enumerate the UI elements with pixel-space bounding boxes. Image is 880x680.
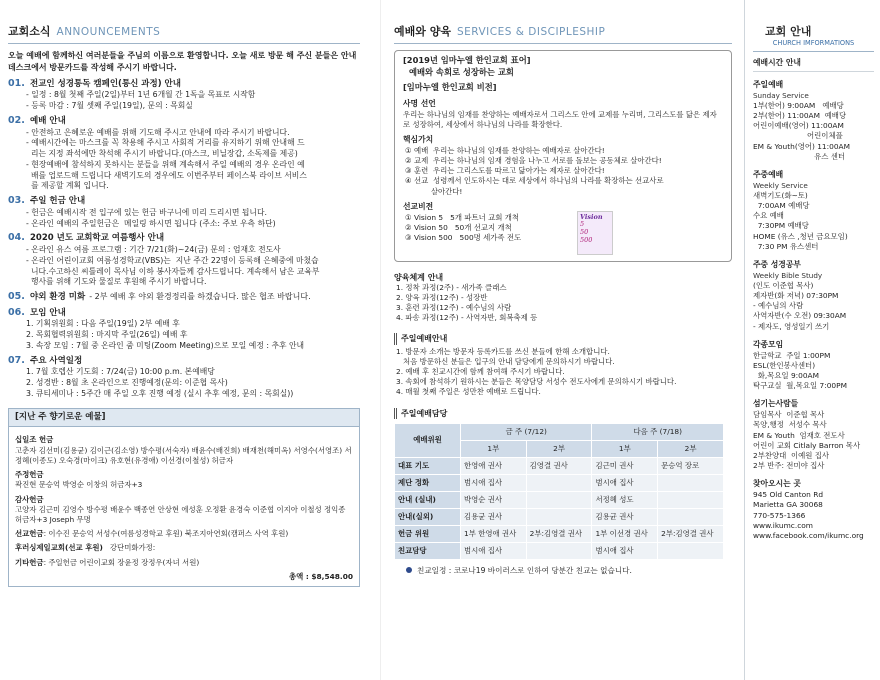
duty-row [395,542,724,559]
training-line: 4. 파송 과정(12주) - 사역자반, 회복축제 등 [396,313,538,323]
info-weekly-line: 수요 예배 [753,211,784,221]
duty-cell: 김용균 권사 [461,508,527,525]
announcement-number: 01. [8,77,25,89]
info-location-line: Marietta GA 30068 [753,500,823,510]
worship-guide-line: 4. 매월 첫째 주일은 성만찬 예배로 드립니다. [396,387,541,397]
offering-total: 총액 : $8,548.00 [289,571,353,581]
duty-cell: 2부:김영결 권사 [658,525,724,542]
duty-cell: 문승억 장로 [658,457,724,474]
duty-cell [526,474,592,491]
info-staff-label: 섬기는사람들 [753,399,799,409]
duty-cell [658,542,724,559]
services-header [394,8,732,44]
offering-label-text: 기타헌금 [15,557,44,567]
duty-cell: 김용균 권사 [592,508,658,525]
duty-cell: 2부:김영결 권사 [526,525,592,542]
duty-row [395,457,724,474]
announcement-head [8,77,360,91]
info-bible-line: - 예수님의 사람 [753,301,804,311]
info-bible-en: Weekly Bible Study [753,270,823,280]
info-weekly-line: 7:30PM 예배당 [753,221,809,231]
vision-label: [임마누엘 한인교회 비전] [403,82,497,93]
info-staff-line: 어린이 교회 Citlaly Barron 목사 [753,440,861,450]
info-column [744,0,880,680]
info-small-line: 한글학교 주일 1:00PM [753,350,831,360]
info-bible-label: 주중 성경공부 [753,260,801,270]
info-small-label: 각종모임 [753,339,784,349]
duty-body [395,457,724,559]
info-weekly-line: 7:00AM 예배당 [753,200,810,210]
duty-cell [526,542,592,559]
offering-group-label [15,495,353,505]
training-title: 양육체계 안내 [394,272,444,282]
announcement-line: 2. 성경반 : 8월 초 온라인으로 진행예정(문의: 이준협 목사) [26,378,228,388]
announcement-title: 주요 사역일정 [30,355,83,366]
duty-row [395,474,724,491]
duty-cell: 범시애 집사 [592,474,658,491]
mission-text: 우리는 하나님의 임재를 찬양하는 예배자로서 그리스도 안에 교제를 누리며, 그리스도를 닮은 제자로 성장하여, 세상에서 하나님의 나라를 확장한다. [403,109,717,129]
announcement-number: 05. [8,291,25,303]
announcement-title: 야외 환경 미화 [30,292,86,303]
duty-corner: 예배위원 [395,423,461,457]
core-value-line: ② 교제 우리는 하나님의 임재 경험을 나누고 서로를 돌보는 공동체로 살아간다! [405,155,662,165]
announcement-body [8,245,360,288]
offering-label-text: 선교헌금 [15,529,44,539]
announcement-line: 배를 업로드해 드립니다 새벽기도의 경우에도 이번주부터 페이스북 라이브 서비스 [26,170,307,180]
info-bible-line: - 제자도, 영성일기 쓰기 [753,321,830,331]
announcement-item [8,306,360,352]
info-weekly-line: 새벽기도(화~토) [753,190,808,200]
core-values-label: 핵심가치 [403,134,434,144]
duty-cell: 서정혜 성도 [592,491,658,508]
offering-label-text: 후러싱제일교회(선교 후원) [15,543,103,553]
offering-inline-text: : 이수진 문승억 서성수(여름성경학교 후원) 북조지아연회(캠퍼스 사역 후원) [43,529,289,539]
motto: 예배와 속회로 성장하는 교회 [409,66,514,77]
training-line: 3. 훈련 과정(12주) - 예수님의 사람 [396,303,512,313]
announcement-head [8,306,360,320]
offering-label-text: 주정헌금 [15,470,44,480]
offering-group-label [15,543,353,553]
offering-label-text: 십일조 헌금 [15,435,54,445]
worship-guide-line: 2. 예배 후 친교시간에 함께 참여해 주시기 바랍니다. [396,366,565,376]
vision-box [394,50,732,261]
info-bible-line: 제자반(화 저녁) 07:30PM [753,290,839,300]
announcement-line: 니다.수고하신 씨틀레이 목사님 이하 봉사자들께 감사드립니다. 계속해서 남은 교육부 [26,266,320,276]
announcements-header [8,8,360,44]
core-value-line: ④ 선교 성령께서 인도하시는 대로 세상에서 하나님의 나라를 확장하는 선교사로 [405,176,664,186]
info-staff-line: 2부찬양대 이예원 집사 [753,451,830,461]
info-weekly-label: 주중예배 [753,170,784,180]
announcement-head [8,231,360,245]
offering-names: 고양자 김근미 김영수 방수평 배윤수 백종연 안상현 에성훈 오정환 윤경숙 이준협 이지아 이철성 정익종 허금자+3 Joseph 무명 [15,504,346,524]
offering-names: 곽진현 문승억 박영순 이창의 허금자+3 [15,480,143,490]
info-location-line: 770-575-1366 [753,510,806,520]
info-location-line: 945 Old Canton Rd [753,490,824,500]
mission-vision-label: 선교비전 [403,201,434,211]
offering-names: 고춘자 김선미(김용균) 김이근(김소영) 방수평(서숙자) 배윤수(배진희) 배재천(해미옥) 서영수(서영조) 서정혜(이종도) 오숙경(마이크) 유호현(유경애) 이선경(이철성) 허금자 [15,445,352,465]
announcement-item [8,194,360,229]
offering-group-label [15,470,353,480]
offering-label-text: 감사헌금 [15,494,44,504]
duty-cell [658,474,724,491]
announcement-body [8,319,360,351]
core-value-line: 살아간다! [405,186,463,196]
announcement-title: 전교인 성경통독 캠페인(통신 과정) 안내 [30,78,181,89]
announcement-line: - 온라인 유스 여름 프로그램 : 기간 7/21(화)~24(금) 문의 : 엄재호 전도사 [26,245,281,255]
announcements-title-ko: 교회소식 [8,25,51,38]
announcement-item [8,114,360,192]
announcement-head [8,194,360,208]
announcement-head [8,114,360,128]
duty-cell [658,508,724,525]
announcements-intro: 오늘 예배에 함께하신 여러분들을 주님의 이름으로 환영합니다. 오늘 새로 방문 해 주신 분들은 안내 데스크에서 방문카드를 작성해 주시기 바랍니다. [8,51,357,73]
announcement-line: 를 제공할 계획 입니다. [26,181,109,191]
duty-this-week: 금 주 (7/12) [461,423,592,440]
duty-cell [526,491,592,508]
announcement-line: 2. 목회협력위원회 : 마지막 주일(26일) 예배 후 [26,330,188,340]
schedule-label: 예배시간 안내 [753,58,874,72]
announcement-number: 07. [8,354,25,366]
duty-s1-b: 1부 [592,440,658,457]
info-weekly-en: Weekly Service [753,180,808,190]
announcement-item [8,354,360,400]
announcement-line: 리는 지정 좌석에만 착석해 주시기 바랍니다.(마스크, 비닐장갑, 소독제를 제공) [26,149,298,159]
announcement-item [8,231,360,288]
vision-logo-5: 5 [580,220,585,229]
announcement-line: - 예배시간에는 마스크를 꼭 착용해 주시고 사회적 거리를 유지하기 위해 안내해 드 [26,138,305,148]
announcement-head [8,354,360,368]
announcement-number: 03. [8,195,25,207]
info-staff-line: EM & Youth 엄재호 전도사 [753,430,845,440]
announcement-item [8,77,360,112]
duty-next-week: 다음 주 (7/18) [592,423,724,440]
announcement-number: 06. [8,306,25,318]
info-sunday-line: 어린이예배(영어) 11:00AM [753,121,844,131]
duty-s2-b: 2부 [658,440,724,457]
duty-cell [526,508,592,525]
announcement-line: - 등록 마감 : 7월 셋째 주일(19일), 문의 : 목회실 [26,101,193,111]
info-weekly-line: 7:30 PM 유스센터 [753,241,819,251]
announcement-number: 04. [8,232,25,244]
info-small-line: 화,목요일 9:00AM [753,370,819,380]
info-sunday-line: 어린이체플 [753,131,843,141]
announcements-column [0,0,368,680]
info-bible-line: (인도 이준협 목사) [753,280,814,290]
info-location-label: 찾아오시는 곳 [753,479,801,489]
offering-box [8,408,360,587]
announcement-title: 예배 안내 [30,115,66,126]
services-title-en: SERVICES & DISCIPLESHIP [456,26,606,38]
info-bible-line: 사역자반(수 오전) 09:30AM [753,311,847,321]
duty-cell: 1부 한영애 권사 [461,525,527,542]
duty-row [395,508,724,525]
worship-guide-line: 처음 방문하신 분들은 입구의 안내 담당에게 문의하시기 바랍니다. [396,356,615,366]
info-sunday-label: 주일예배 [753,80,784,90]
mission-vision-line: ① Vision 5 5개 파트너 교회 개척 [405,212,519,222]
announcement-line: - 일정 : 8월 첫째 주일(2일)부터 1년 6개월 간 1독을 목표로 시작함 [26,90,256,100]
announcement-body [8,90,360,112]
offering-group-label [15,435,353,445]
duty-cell: 범시애 집사 [592,542,658,559]
training-block [394,272,732,324]
announcement-line: - 온라인 어린이교회 여름성경학교(VBS)는 지난 주간 22명이 등록해 은혜중에 마쳤습 [26,255,319,265]
info-weekly-line: HOME (유스 ,청년 금요모임) [753,231,848,241]
announcements-title-en: ANNOUNCEMENTS [56,26,161,38]
vision-logo-500: 500 [580,235,593,244]
training-line: 2. 양육 과정(12주) - 성장반 [396,292,488,302]
duty-cell: 한영애 권사 [461,457,527,474]
motto-label: [2019년 임마누엘 한인교회 표어] [403,55,531,66]
info-title-en: CHURCH IMFORMATIONS [753,39,874,52]
duty-role: 헌금 위원 [395,525,461,542]
duty-header-row [395,423,724,440]
duty-role: 제단 정화 [395,474,461,491]
services-title-ko: 예배와 양육 [394,25,451,38]
offering-header: [지난 주 향기로운 예물] [9,409,359,428]
announcement-line: - 온라인 예배의 주일헌금은 메일링 하시면 됩니다 (주소: 주보 우측 하단) [26,218,276,228]
duty-row [395,491,724,508]
duty-cell: 김영결 권사 [526,457,592,474]
announcement-title: 주일 헌금 안내 [30,196,86,207]
fellowship-note-text: 친교일정 : 코로나19 바이러스로 인하여 당분간 친교는 없습니다. [417,565,632,575]
announcement-inline-text: - 2부 예배 후 야외 환경정리를 하겠습니다. 많은 협조 바랍니다. [89,292,311,302]
info-sunday-line: EM & Youth(영어) 11:00AM [753,141,850,151]
info-sunday-en: Sunday Service [753,90,809,100]
duty-cell [658,491,724,508]
mission-vision-line: ② Vision 50 50개 선교지 개척 [405,222,512,232]
mission-label: 사명 선언 [403,98,436,108]
vision-logo-50: 50 [580,228,589,237]
mission-vision-line: ③ Vision 500 500명 세가족 전도 [405,233,522,243]
duty-cell: 김근미 권사 [592,457,658,474]
offering-inline-text: : 주일헌금 어린이교회 장윤정 장정우(자녀 서원) [43,557,200,567]
duty-role: 안내 (실내) [395,491,461,508]
announcement-line: - 헌금은 예배시작 전 입구에 있는 헌금 바구니에 미리 드리시면 됩니다. [26,207,267,217]
duty-role: 대표 기도 [395,457,461,474]
training-line: 1. 정착 과정(2주) - 새가족 클래스 [396,282,507,292]
services-column [388,0,732,680]
info-sunday-line: 1부(한어) 9:00AM 예배당 [753,100,844,110]
announcement-body [8,208,360,230]
announcement-head [8,290,360,304]
announcement-title: 2020 년도 교회학교 여름행사 안내 [30,233,165,244]
info-small-line: 탁구교실 월,목요일 7:00PM [753,381,847,391]
duty-cell: 1부 이선경 권사 [592,525,658,542]
duty-cell: 박영순 권사 [461,491,527,508]
mission-vision-row [403,213,723,255]
worship-guide-title: 주일예배안내 [394,333,732,344]
duty-role: 안내(실외) [395,508,461,525]
info-staff-line: 2부 반주: 전미야 집사 [753,461,825,471]
core-value-line: ③ 훈련 우리는 그리스도를 따르고 닮아가는 제자로 살아간다! [405,166,605,176]
info-title-ko: 교회 안내 [765,25,812,38]
core-values-list [403,146,723,197]
vision-logo [577,211,613,255]
announcement-title: 모임 안내 [30,307,66,318]
core-value-line: ① 예배 우리는 하나님의 임재를 찬양하는 예배자로 살아간다! [405,145,605,155]
fold-divider [380,0,381,680]
duty-s2-a: 2부 [526,440,592,457]
announcement-line: 3. 큐티세미나 : 5주간 매 주일 오후 진행 예정 (실시 추후 예정, 문의 : 목회실)) [26,388,294,398]
fellowship-note [394,566,732,576]
duty-cell: 범시애 집사 [461,542,527,559]
announcement-line: 1. 7월 호렙산 기도회 : 7/24(금) 10:00 p.m. 본예배당 [26,367,215,377]
offering-inline-text: 강단미화가정: [102,543,156,553]
announcement-number: 02. [8,114,25,126]
worship-guide-line: 1. 방문자 소개는 방문자 등록카드를 쓰신 분들에 한해 소개합니다. [396,346,610,356]
training-list [394,283,732,324]
worship-guide-line: 3. 속회에 참석하기 원하시는 분들은 목양담당 서성수 전도사에게 문의하시기 바랍니다. [396,377,677,387]
announcement-list [8,77,360,400]
info-staff-line: 담임목사 이준협 목사 [753,410,825,420]
worship-guide-list [394,347,732,398]
info-blocks [753,80,874,541]
duty-role: 친교담당 [395,542,461,559]
info-location-line: www.ikumc.com [753,520,813,530]
announcement-line: 행사를 위해 기도와 물질로 후원해 주시기 바랍니다. [26,277,207,287]
offering-body [9,427,359,586]
info-sunday-line: 유스 센터 [753,151,845,161]
info-staff-line: 목양,행정 서성수 목사 [753,420,827,430]
info-location-line: www.facebook.com/ikumc.org [753,531,864,541]
vision-logo-title: Vision [580,212,603,221]
info-sunday-line: 2부(한어) 11:00AM 예배당 [753,110,847,120]
announcement-body [8,367,360,399]
duty-row [395,525,724,542]
info-small-line: ESL(한인봉사센터) [753,360,816,370]
mission-vision-list [403,213,521,244]
offering-group-label [15,558,353,568]
bullet-icon [406,567,412,573]
duty-table [394,423,724,560]
duty-cell: 범시애 집사 [461,474,527,491]
duty-s1-a: 1부 [461,440,527,457]
announcement-body [8,128,360,193]
announcement-line: 1. 기획위원회 : 다음 주일(19일) 2부 예배 후 [26,319,180,329]
announcement-line: - 안전하고 은혜로운 예배를 위해 기도해 주시고 안내에 따라 주시기 바랍니다. [26,127,290,137]
announcement-line: - 현장예배에 참석하지 못하시는 분들을 위해 계속해서 주일 예배의 경우 온라인 예 [26,159,305,169]
announcement-line: 3. 속장 모임 : 7월 중 온라인 줌 미팅(Zoom Meeting)으로 모일 예정 : 추후 안내 [26,340,305,350]
offering-group-label [15,529,353,539]
announcement-item [8,290,360,304]
duty-title: 주일예배담당 [394,408,732,419]
